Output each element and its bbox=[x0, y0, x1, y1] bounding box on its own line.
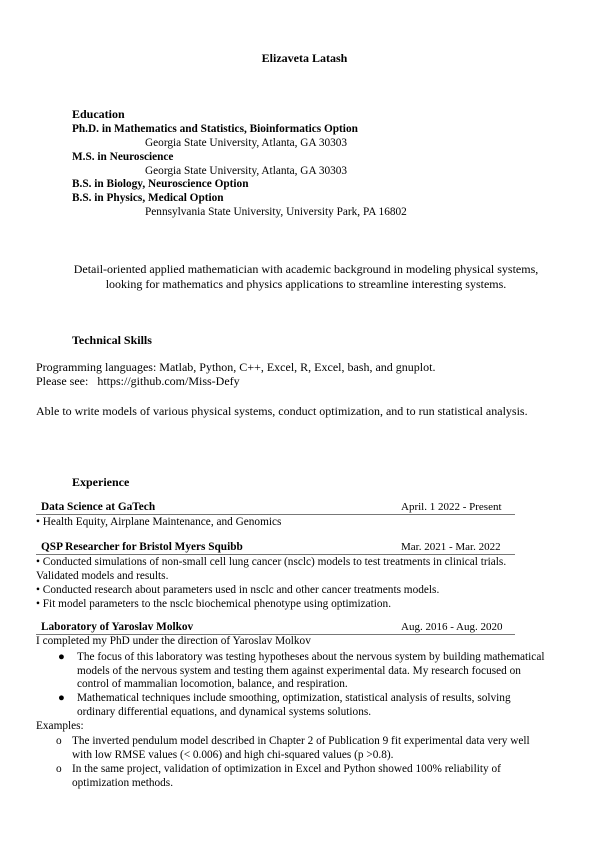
bullet-line: The focus of this laboratory was testing hypotheses about the nervous system by building mathematical bbox=[77, 651, 545, 663]
skills-see-line bbox=[36, 374, 240, 388]
example-item bbox=[72, 763, 582, 790]
degree-phd: Ph.D. in Mathematics and Statistics, Bioinformatics Option bbox=[72, 123, 358, 135]
circle-bullet-icon: o bbox=[56, 735, 62, 747]
job-line: • Conducted simulations of non-small cell lung cancer (nsclc) models to test treatments in clinical trials. bbox=[36, 556, 507, 568]
job-divider bbox=[36, 514, 515, 515]
github-link[interactable]: https://github.com/Miss-Defy bbox=[97, 374, 240, 388]
bullet-icon: ● bbox=[58, 692, 65, 704]
examples-label: Examples: bbox=[36, 720, 84, 732]
job-title-gatech: Data Science at GaTech bbox=[41, 501, 156, 513]
job-title-bms: QSP Researcher for Bristol Myers Squibb bbox=[41, 541, 243, 553]
job-date-bms: Mar. 2021 - Mar. 2022 bbox=[401, 541, 501, 553]
example-line: In the same project, validation of optimization in Excel and Python showed 100% reliability of bbox=[72, 763, 501, 775]
bullet-icon: ● bbox=[58, 651, 65, 663]
bullet-line: models of the nervous system and testing them against experimental data. My research focused on bbox=[77, 664, 521, 677]
circle-bullet-icon: o bbox=[56, 763, 62, 775]
skills-models: Able to write models of various physical systems, conduct optimization, and to run statistical analysis. bbox=[36, 404, 528, 418]
bullet-line: control of mammalian locomotion, balance, and respiration. bbox=[77, 678, 348, 690]
skills-heading: Technical Skills bbox=[72, 333, 152, 347]
institution-ms: Georgia State University, Atlanta, GA 30303 bbox=[145, 165, 348, 177]
job-intro: I completed my PhD under the direction of Yaroslav Molkov bbox=[36, 635, 311, 647]
job-bullet bbox=[77, 651, 582, 692]
job-line: • Conducted research about parameters used in nsclc and other cancer treatments models. bbox=[36, 584, 440, 596]
skills-languages: Programming languages: Matlab, Python, C++, Excel, R, Excel, bash, and gnuplot. bbox=[36, 360, 436, 374]
experience-heading: Experience bbox=[72, 475, 130, 489]
degree-ms: M.S. in Neuroscience bbox=[72, 151, 174, 163]
bullet-line: ordinary differential equations, and dynamical systems solutions. bbox=[77, 705, 372, 718]
skills-see-label: Please see: bbox=[36, 374, 89, 388]
resume-name: Elizaveta Latash bbox=[261, 51, 348, 65]
example-line: optimization methods. bbox=[72, 776, 174, 789]
bullet-line: Mathematical techniques include smoothing, optimization, statistical analysis of results, solving bbox=[77, 692, 511, 704]
job-line: • Fit model parameters to the nsclc biochemical phenotype using optimization. bbox=[36, 598, 392, 610]
institution-phd: Georgia State University, Atlanta, GA 30303 bbox=[145, 137, 348, 149]
job-line: • Health Equity, Airplane Maintenance, and Genomics bbox=[36, 516, 282, 528]
education-heading: Education bbox=[72, 107, 125, 121]
job-divider bbox=[36, 554, 515, 555]
job-date-molkov: Aug. 2016 - Aug. 2020 bbox=[401, 621, 503, 633]
job-date-gatech: April. 1 2022 - Present bbox=[401, 501, 502, 513]
degree-bs-biology: B.S. in Biology, Neuroscience Option bbox=[72, 178, 249, 190]
summary-line-1: Detail-oriented applied mathematician with academic background in modeling physical systems, bbox=[73, 262, 539, 276]
job-title-molkov: Laboratory of Yaroslav Molkov bbox=[41, 621, 194, 633]
example-item bbox=[72, 735, 582, 762]
summary bbox=[36, 262, 576, 292]
example-line: The inverted pendulum model described in Chapter 2 of Publication 9 fit experimental data very well bbox=[72, 735, 530, 747]
institution-bs: Pennsylvania State University, University Park, PA 16802 bbox=[145, 206, 407, 218]
summary-line-2: looking for mathematics and physics applications to streamline interesting systems. bbox=[105, 277, 507, 291]
example-line: with low RMSE values (< 0.006) and high chi-squared values (p >0.8). bbox=[72, 748, 394, 761]
degree-bs-physics: B.S. in Physics, Medical Option bbox=[72, 192, 224, 204]
job-line: Validated models and results. bbox=[36, 570, 169, 582]
job-bullet bbox=[77, 692, 582, 719]
